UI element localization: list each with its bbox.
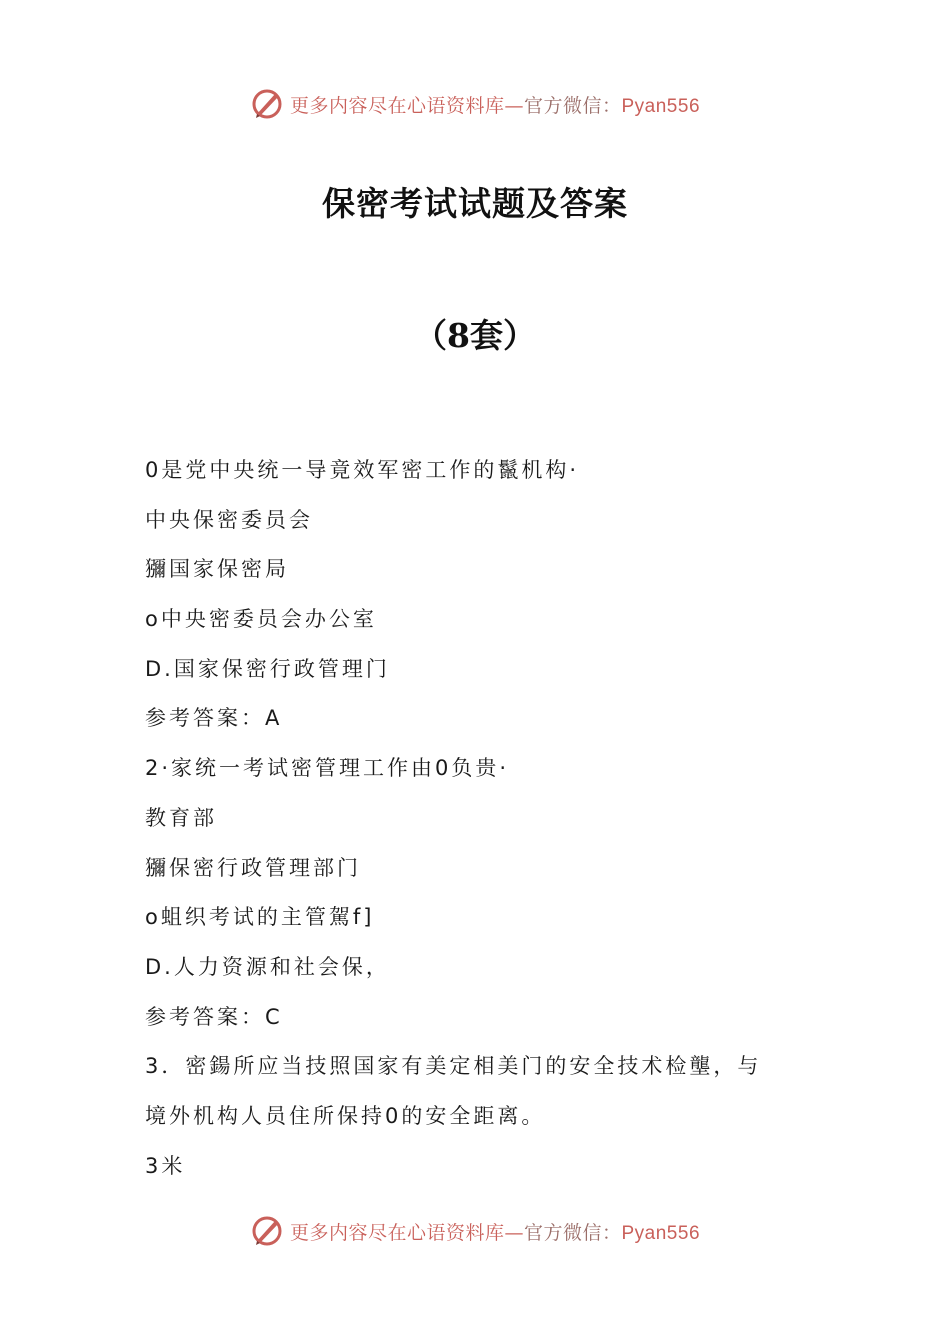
text-line: 教育部 [145, 805, 217, 830]
text-line: o蛆织考试的主管駕f] [145, 905, 375, 930]
footer-watermark [0, 1211, 950, 1251]
watermark-wechat-id: Pyan556 [621, 1222, 701, 1244]
watermark-dash: — [504, 1221, 524, 1244]
watermark-text: 更多内容尽在心语资料库 [289, 94, 505, 117]
pen-logo-icon [250, 1214, 284, 1248]
text-line: D.人力资源和社会保， [145, 954, 390, 979]
text-line: 2·家统一考试密管理工作由0负贵· [145, 756, 510, 781]
text-line: 境外机构人员住所保持0的安全距离。 [145, 1103, 546, 1128]
watermark-wechat-label: 官方微信： [523, 1221, 622, 1244]
text-line: 獼保密行政管理部门 [145, 855, 361, 880]
pen-logo-icon [250, 87, 284, 121]
header-watermark [0, 84, 950, 124]
watermark-wechat-id: Pyan556 [621, 95, 701, 117]
document-title: 保密考试试题及答案 [322, 184, 628, 223]
text-line: 0是党中央统一导竟效军密工作的鬣机构· [145, 458, 580, 482]
text-line: o中央密委员会办公室 [145, 607, 377, 632]
question-list [145, 446, 815, 1191]
text-line: 獼国家保密局 [145, 557, 289, 582]
watermark-dash: — [504, 94, 524, 117]
answer-line: 参考答案：A [145, 706, 283, 731]
text-line: 3．密鍚所应当技照国家有美定相美门的安全技术检壟，与 [145, 1054, 762, 1079]
watermark-text: 更多内容尽在心语资料库 [289, 1221, 505, 1244]
answer-line: 参考答案：C [145, 1004, 283, 1029]
text-line: 中央保密委员会 [145, 507, 313, 532]
text-line: 3米 [145, 1153, 186, 1178]
text-line: D.国家保密行政管理门 [145, 656, 390, 681]
watermark-wechat-label: 官方微信： [523, 94, 622, 117]
document-subtitle: （8套） [414, 316, 536, 355]
